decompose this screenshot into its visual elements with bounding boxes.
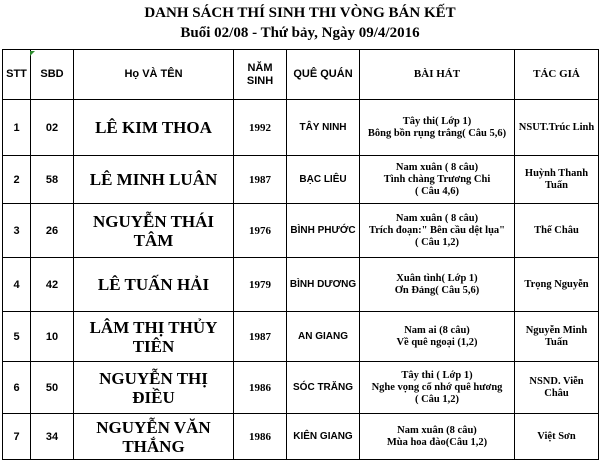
table-row (3, 100, 599, 156)
author-cell: Nguyễn Minh Tuấn (515, 312, 599, 362)
name-cell: LÊ MINH LUÂN (74, 156, 234, 204)
author-cell: Việt Sơn (515, 414, 599, 460)
sbd-cell: 10 (31, 312, 74, 362)
author-cell: NSND. Viễn Châu (515, 362, 599, 414)
sbd-cell: 42 (31, 258, 74, 312)
sbd-cell: 58 (31, 156, 74, 204)
sbd-cell: 34 (31, 414, 74, 460)
song-cell: Nam xuân ( 8 câu) Tình chàng Trương Chi ( Câu 4,6) (360, 156, 515, 204)
hometown-cell: BẠC LIÊU (287, 156, 360, 204)
year-cell: 1992 (234, 100, 287, 156)
hometown-cell: KIÊN GIANG (287, 414, 360, 460)
hometown-cell: BÌNH PHƯỚC (287, 204, 360, 258)
table-row (3, 156, 599, 204)
page-subtitle: Buổi 02/08 - Thứ bảy, Ngày 09/4/2016 (180, 25, 420, 41)
name-cell: LÂM THỊ THỦY TIÊN (74, 312, 234, 362)
table-row (3, 362, 599, 414)
year-cell: 1987 (234, 312, 287, 362)
name-cell: LÊ TUẤN HẢI (74, 258, 234, 312)
year-cell: 1976 (234, 204, 287, 258)
year-cell: 1986 (234, 414, 287, 460)
page-title: DANH SÁCH THÍ SINH THI VÒNG BÁN KẾT (144, 5, 456, 21)
sbd-cell: 02 (31, 100, 74, 156)
song-cell: Nam xuân (8 câu) Mùa hoa đào(Câu 1,2) (360, 414, 515, 460)
header-hometown: QUÊ QUÁN (287, 50, 360, 100)
table-row (3, 204, 599, 258)
author-cell: Thế Châu (515, 204, 599, 258)
stt-cell: 4 (3, 258, 31, 312)
table-row (3, 258, 599, 312)
hometown-cell: AN GIANG (287, 312, 360, 362)
header-author: TÁC GIẢ (515, 50, 599, 100)
stt-cell: 2 (3, 156, 31, 204)
stt-cell: 7 (3, 414, 31, 460)
author-cell: Huỳnh Thanh Tuấn (515, 156, 599, 204)
name-cell: NGUYỄN THÁI TÂM (74, 204, 234, 258)
song-cell: Nam ai (8 câu) Về quê ngoại (1,2) (360, 312, 515, 362)
song-cell: Xuân tình( Lớp 1) Ơn Đảng( Câu 5,6) (360, 258, 515, 312)
hometown-cell: SÓC TRĂNG (287, 362, 360, 414)
stt-cell: 1 (3, 100, 31, 156)
stt-cell: 6 (3, 362, 31, 414)
hometown-cell: TÂY NINH (287, 100, 360, 156)
header-row (3, 50, 599, 100)
song-cell: Tây thi( Lớp 1) Bông bồn rụng trắng( Câu 5,6) (360, 100, 515, 156)
header-stt: STT (3, 50, 31, 100)
name-cell: NGUYỄN VĂN THẮNG (74, 414, 234, 460)
table-row (3, 312, 599, 362)
header-year: NĂM SINH (234, 50, 287, 100)
year-cell: 1986 (234, 362, 287, 414)
song-cell: Nam xuân ( 8 câu) Trích đoạn:" Bên cầu dệt lụa" ( Câu 1,2) (360, 204, 515, 258)
name-cell: NGUYỄN THỊ ĐIỀU (74, 362, 234, 414)
year-cell: 1979 (234, 258, 287, 312)
year-cell: 1987 (234, 156, 287, 204)
hometown-cell: BÌNH DƯƠNG (287, 258, 360, 312)
stt-cell: 3 (3, 204, 31, 258)
table-row (3, 414, 599, 460)
cell-marker-icon (30, 51, 35, 56)
header-song: BÀI HÁT (360, 50, 515, 100)
sbd-cell: 26 (31, 204, 74, 258)
name-cell: LÊ KIM THOA (74, 100, 234, 156)
author-cell: Trọng Nguyễn (515, 258, 599, 312)
header-name: Họ VÀ TÊN (74, 50, 234, 100)
contestant-table (2, 49, 599, 460)
stt-cell: 5 (3, 312, 31, 362)
sbd-cell: 50 (31, 362, 74, 414)
header-sbd: SBD (31, 50, 74, 100)
author-cell: NSUT.Trúc Linh (515, 100, 599, 156)
song-cell: Tây thi ( Lớp 1) Nghe vọng cổ nhớ quê hương ( Câu 1,2) (360, 362, 515, 414)
